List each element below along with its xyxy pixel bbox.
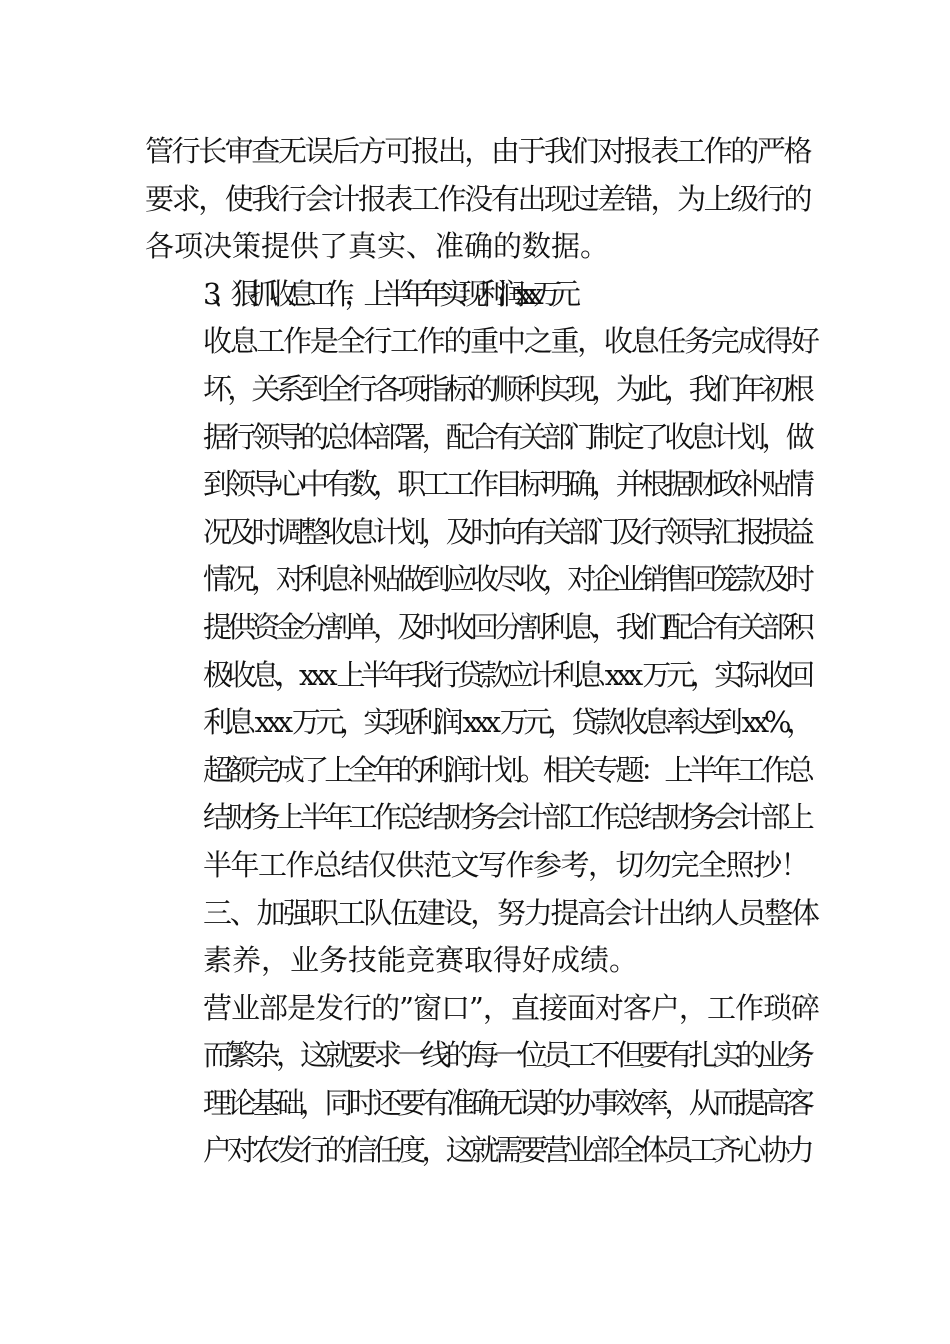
text-line: 利息 xxx 万元，实现利润 xxx 万元，贷款收息率达到 xx%， [203,705,810,740]
paragraph-report-review [145,128,810,271]
text-line: 各项决策提供了真实、准确的数据。 [145,229,610,264]
text-line: 况及时调整收息计划，及时向有关部门及行领导汇报损益 [203,514,810,549]
text-line: 户对农发行的信任度，这就需要营业部全体员工齐心协力 [203,1133,810,1168]
text-line: 三、加强职工队伍建设，努力提高会计出纳人员整体 [203,895,810,930]
text-line: 到领导心中有数，职工工作目标明确，并根据财政补贴情 [203,467,810,502]
document-body [145,128,810,1175]
text-line: 而繁杂，这就要求一线的每一位员工不但要有扎实的业务 [203,1038,810,1073]
text-line: 理论基础，同时还要有准确无误的办事效率，从而提高客 [203,1085,810,1120]
text-line: 结财务上半年工作总结财务会计部工作总结财务会计部上 [203,800,810,835]
text-line: 据行领导的总体部署，配合有关部门制定了收息计划，做 [203,419,810,454]
paragraph-interest-collection [145,318,810,889]
text-line: 极收息，xxx 上半年我行贷款应计利息 xxx 万元，实际收回 [203,657,810,692]
text-line: 管行长审查无误后方可报出，由于我们对报表工作的严格 [145,134,810,168]
text-line: 收息工作是全行工作的重中之重，收息任务完成得好 [203,324,810,359]
text-line: 半年工作总结仅供范文写作参考，切勿完全照抄！ [203,847,809,882]
section-heading-interest-collection [145,271,810,319]
text-line: 情况，对利息补贴做到应收尽收，对企业销售回笼款及时 [203,562,810,597]
text-line: 3、狠抓收息工作，上半年年实现利润 xxx 万元 [203,276,571,311]
paragraph-business-department [145,985,810,1175]
text-line: 要求，使我行会计报表工作没有出现过差错，为上级行的 [145,181,810,216]
text-line: 提供资金分割单，及时收回分割利息，我们配合有关部积 [203,609,810,644]
text-line: 超额完成了上全年的利润计划。相关专题：上半年工作总 [203,752,810,787]
text-line: 素养，业务技能竞赛取得好成绩。 [203,943,639,978]
section-heading-staff-building [145,890,810,985]
text-line: 营业部是发行的”窗口”，直接面对客户，工作琐碎 [203,990,810,1025]
text-line: 坏，关系到全行各项指标的顺利实现，为此，我们年初根 [203,371,810,406]
